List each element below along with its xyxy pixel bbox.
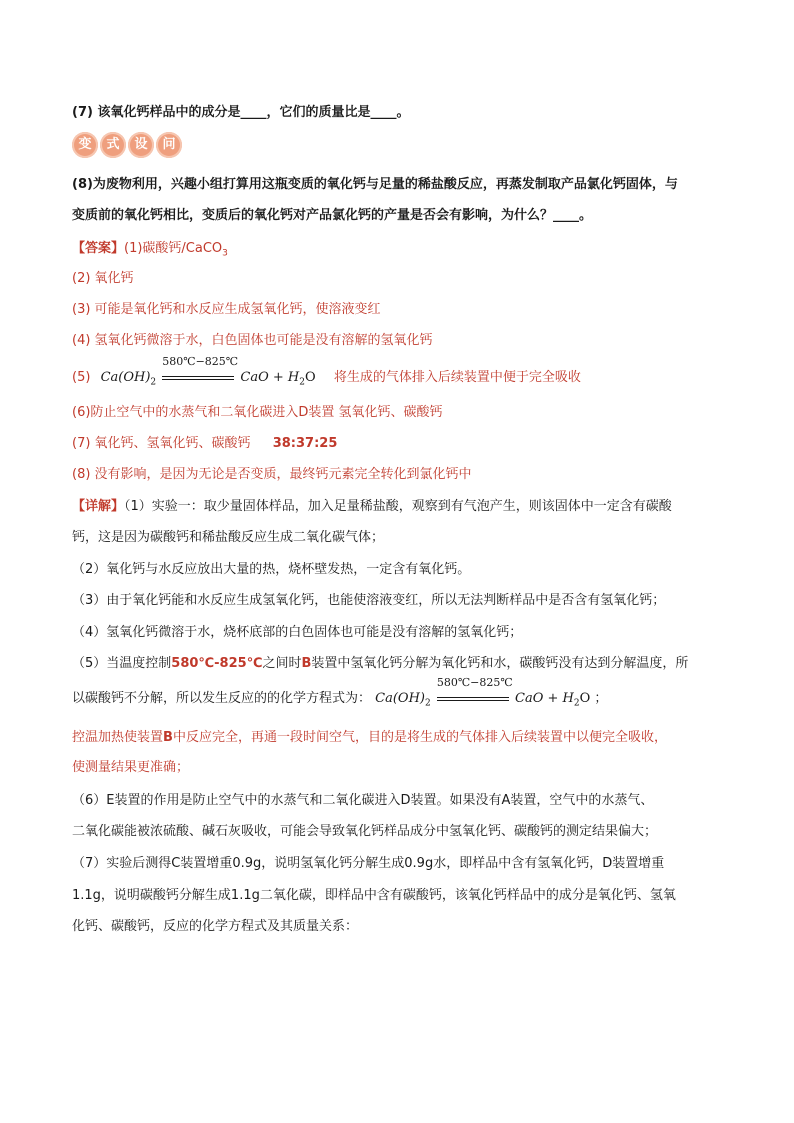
answer-3: (3) 可能是氧化钙和水反应生成氢氧化钙，使溶液变红 [72, 302, 381, 317]
answer-6: (6)防止空气中的水蒸气和二氧化碳进入D装置 氢氧化钙、碳酸钙 [72, 405, 443, 420]
detail-6: （6）E装置的作用是防止空气中的水蒸气和二氧化碳进入D装置。如果没有A装置，空气中的水蒸气、 [72, 793, 654, 808]
detail-5-purpose: 控温加热使装置B中反应完全，再通一段时间空气，目的是将生成的气体排入后续装置中以便完全吸收， [72, 730, 667, 745]
chemical-equation: $Ca(OH)_2$ 580℃−825℃ CaO + $H_2O$ [100, 355, 316, 388]
detail-label: 【详解】 [72, 499, 125, 514]
answer-2: (2) 氧化钙 [72, 271, 134, 286]
detail-5-purpose-cont: 使测量结果更准确； [72, 760, 190, 775]
answer-label: 【答案】 [72, 241, 125, 256]
detail-1: 【详解】（1）实验一：取少量固体样品，加入足量稀盐酸，观察到有气泡产生，则该固体中一定含有碳酸 [72, 499, 672, 514]
detail-7-cont-2: 化钙、碳酸钙，反应的化学方程式及其质量关系： [72, 919, 359, 934]
answer-8: (8) 没有影响，是因为无论是否变质，最终钙元素完全转化到氯化钙中 [72, 467, 472, 482]
detail-7: （7）实验后测得C装置增重0.9g，说明氢氧化钙分解生成0.9g水，即样品中含有氢氧化钙，D装置增重 [72, 856, 665, 871]
badge-char: 变 [72, 132, 98, 158]
detail-5-cont: 以碳酸钙不分解，所以发生反应的的化学方程式为： $Ca(OH)_2$ 580℃−825℃ CaO + $H_2O$ ； [72, 690, 607, 713]
detail-5: （5）当温度控制580℃-825℃之间时B装置中氢氧化钙分解为氧化钙和水，碳酸钙没有达到分解温度，所 [72, 656, 689, 671]
detail-4: （4）氢氧化钙微溶于水，烧杯底部的白色固体也可能是没有溶解的氢氧化钙； [72, 625, 523, 640]
badge-char: 问 [156, 132, 182, 158]
variant-question-badge [72, 132, 182, 160]
question-8-line-2: 变质前的氧化钙相比，变质后的氧化钙对产品氯化钙的产量是否会有影响，为什么？____。 [72, 208, 593, 223]
chemical-equation: $Ca(OH)_2$ 580℃−825℃ CaO + $H_2O$ [375, 676, 591, 709]
detail-3: （3）由于氧化钙能和水反应生成氢氧化钙，也能使溶液变红，所以无法判断样品中是否含有氢氧化钙； [72, 593, 666, 608]
answer-4: (4) 氢氧化钙微溶于水，白色固体也可能是没有溶解的氢氧化钙 [72, 333, 433, 348]
answer-5: (5) $Ca(OH)_2$ 580℃−825℃ CaO + $H_2O$ 将生成的气体排入后续装置中便于完全吸收 [72, 369, 581, 392]
reaction-condition: 580℃−825℃ [437, 690, 509, 708]
badge-char: 设 [128, 132, 154, 158]
detail-6-cont: 二氧化碳能被浓硫酸、碱石灰吸收，可能会导致氧化钙样品成分中氢氧化钙、碳酸钙的测定结果偏大； [72, 824, 658, 839]
detail-7-cont-1: 1.1g，说明碳酸钙分解生成1.1g二氧化碳，即样品中含有碳酸钙，该氧化钙样品中的成分是氧化钙、氢氧 [72, 888, 676, 903]
detail-1-cont: 钙，这是因为碳酸钙和稀盐酸反应生成二氧化碳气体； [72, 530, 385, 545]
reaction-condition: 580℃−825℃ [162, 369, 234, 387]
answer-7: (7) 氧化钙、氢氧化钙、碳酸钙 38:37:25 [72, 436, 338, 451]
answer-1: 【答案】(1)碳酸钙/CaCO$_3$ [72, 241, 228, 259]
detail-2: （2）氧化钙与水反应放出大量的热，烧杯壁发热，一定含有氧化钙。 [72, 562, 471, 577]
badge-char: 式 [100, 132, 126, 158]
question-7: (7) 该氧化钙样品中的成分是____，它们的质量比是____。 [72, 105, 410, 120]
question-8-line-1: (8)为废物利用，兴趣小组打算用这瓶变质的氧化钙与足量的稀盐酸反应，再蒸发制取产品氯化钙固体，与 [72, 177, 678, 192]
